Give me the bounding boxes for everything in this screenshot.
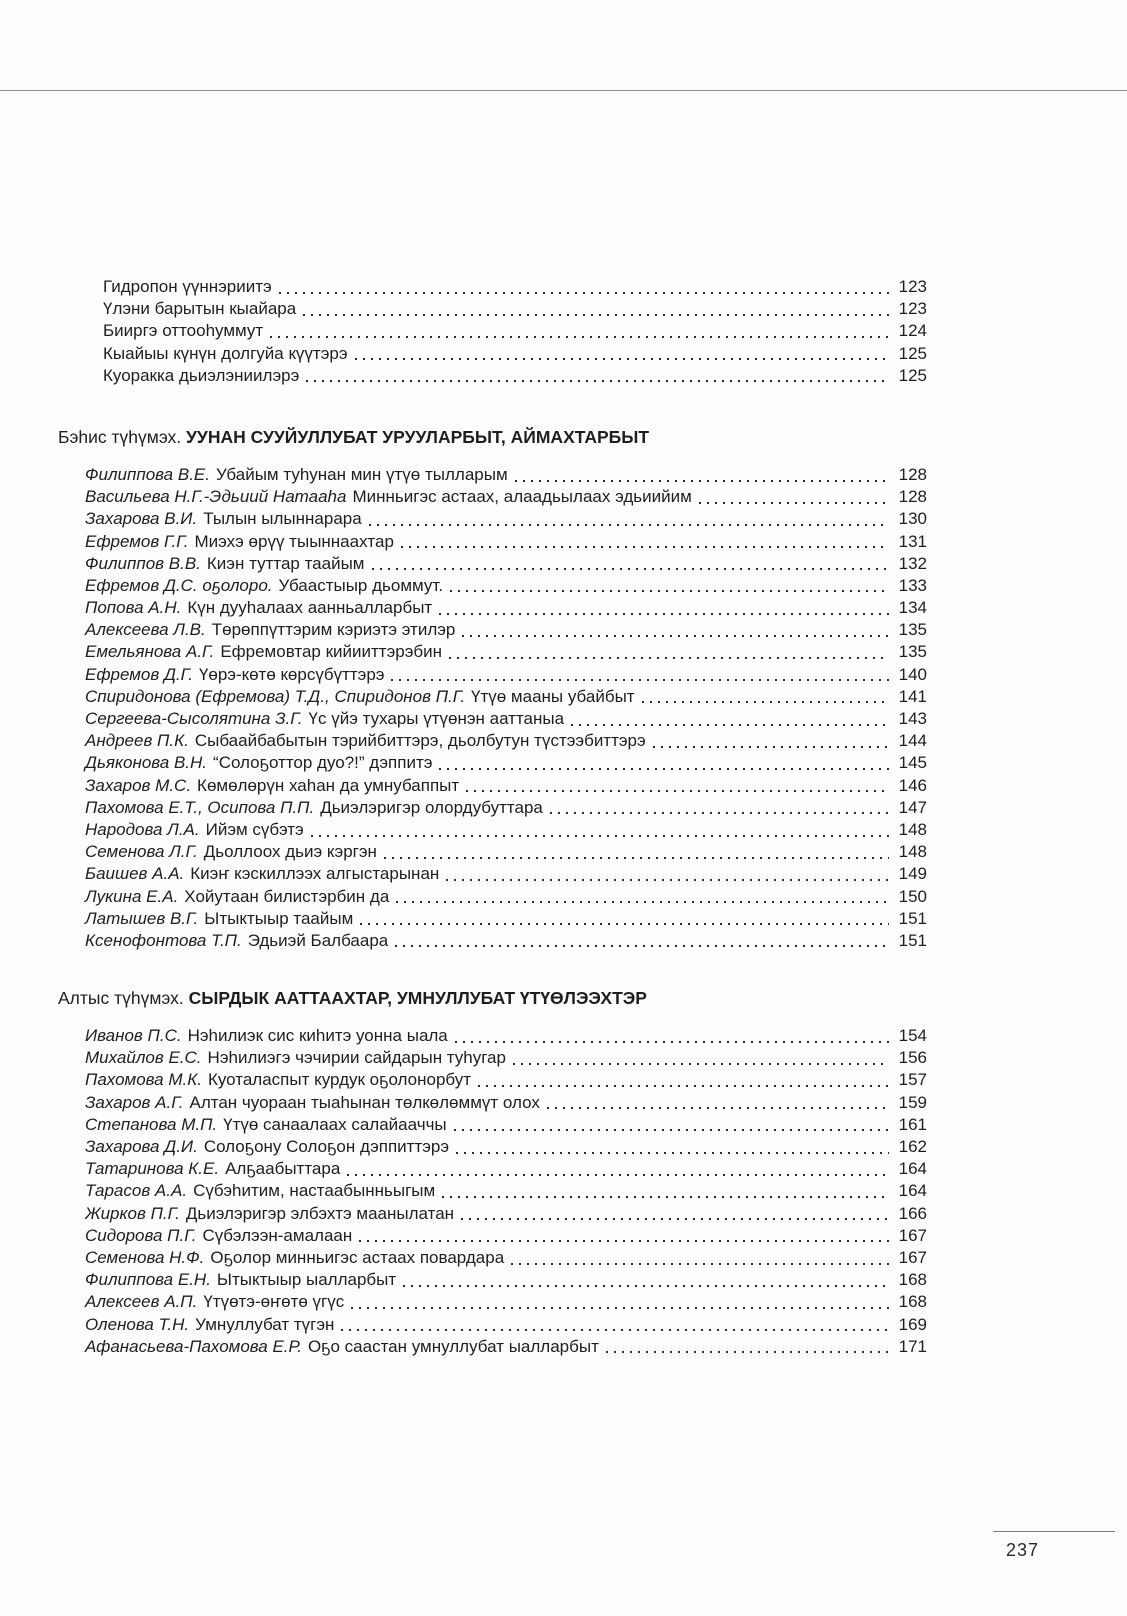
toc-entry-title: Дьиэлэригэр элбэхтэ маанылатан <box>185 1203 455 1223</box>
toc-entry <box>85 886 927 908</box>
toc-entry <box>85 1203 927 1225</box>
toc-entry-author: Татаринова К.Е. <box>85 1159 220 1179</box>
dot-leader <box>372 557 890 575</box>
toc-entry-title: Сыбаайбабытын тэрийбиттэрэ, дьолбутун түстээбиттэрэ <box>194 731 646 751</box>
dot-leader <box>699 490 889 508</box>
toc-entry-author: Баишев А.А. <box>85 864 185 884</box>
toc-entry-page: 146 <box>898 775 927 795</box>
toc-entry <box>85 863 927 885</box>
toc-entry-author: Оленова Т.Н. <box>85 1314 190 1334</box>
toc-entry-author: Дьяконова В.Н. <box>85 753 208 773</box>
toc-entry-author: Емельянова А.Г. <box>85 642 215 662</box>
toc-entry-title: Оҕолор минньигэс астаах повардара <box>210 1247 505 1267</box>
toc-section <box>58 427 927 952</box>
dot-leader <box>384 845 889 863</box>
toc-entry-author: Захарова Д.И. <box>85 1137 198 1156</box>
toc-entry <box>85 752 927 774</box>
toc-entry-title: Үтүө санаалаах салайааччы <box>223 1114 447 1134</box>
toc-entry-author: Захаров М.С. <box>85 775 192 795</box>
toc-entry-page: 128 <box>898 487 927 507</box>
toc-entry <box>85 597 927 619</box>
dot-leader <box>359 1229 889 1247</box>
dot-leader <box>450 579 889 597</box>
toc-entry <box>85 553 927 575</box>
dot-leader <box>369 513 889 531</box>
dot-leader <box>462 623 889 641</box>
toc-entry-page: 143 <box>898 709 927 728</box>
dot-leader <box>303 302 889 320</box>
toc-entry <box>103 365 927 387</box>
toc-entry-title: Ийэм сүбэтэ <box>205 819 304 839</box>
page-footer <box>993 1531 1119 1561</box>
dot-leader <box>341 1318 889 1336</box>
dot-leader <box>403 1273 889 1291</box>
toc-entry-page: 171 <box>898 1336 927 1356</box>
toc-entry <box>85 1225 927 1247</box>
toc-entry-page: 162 <box>898 1137 927 1156</box>
toc-entry <box>85 486 927 508</box>
dot-leader <box>270 325 889 343</box>
toc-entry-title: Куоталаспыт курдук оҕолонорбут <box>207 1070 472 1090</box>
toc-entry-title: Убайым туһунан мин үтүө тылларым <box>215 464 508 484</box>
dot-leader <box>306 369 889 387</box>
toc-entry-page: 132 <box>898 553 927 573</box>
toc-section <box>58 988 927 1358</box>
dot-leader <box>401 535 889 553</box>
toc-entry-author: Васильева Н.Г.-Эдьиий Натааһа <box>85 487 347 507</box>
toc-entry-page: 157 <box>898 1070 927 1090</box>
toc-entry-author: Народова Л.А. <box>85 819 200 839</box>
toc-entry-author: Ефремов Г.Г. <box>85 531 189 551</box>
toc-entry-author: Захаров А.Г. <box>85 1092 184 1112</box>
section-header <box>58 427 927 448</box>
toc-entry-author: Ефремов Д.Г. <box>85 664 193 684</box>
toc-entry <box>85 641 927 663</box>
toc-entry-page: 131 <box>898 531 927 551</box>
dot-leader <box>456 1140 889 1158</box>
toc-entry-author: Попова А.Н. <box>85 598 182 618</box>
dot-leader <box>550 801 889 819</box>
section-label: Бэһис түһүмэх. <box>58 426 182 447</box>
toc-entry-title: Ытыктыыр ыалларбыт <box>216 1270 397 1290</box>
toc-entry-author: Михайлов Е.С. <box>85 1048 202 1068</box>
toc-entry-author: Тарасов А.А. <box>85 1181 188 1201</box>
toc-entry-author: Филиппова Е.Н. <box>85 1270 211 1290</box>
toc-entry-title: Сүбэһитим, настаабынньыгым <box>193 1181 436 1201</box>
toc-entry <box>85 664 927 686</box>
toc-entry <box>85 1136 927 1158</box>
toc-entry-page: 145 <box>898 753 927 773</box>
toc-entry-page: 135 <box>898 620 927 640</box>
dot-leader <box>439 601 889 619</box>
toc-entry-title: Нэһилиэк сис киһитэ уонна ыала <box>187 1026 448 1046</box>
toc-entry-page: 154 <box>898 1026 927 1046</box>
toc-entry-author: Латышев В.Г. <box>85 908 199 928</box>
toc-entry <box>85 1269 927 1291</box>
toc-entry-author: Жирков П.Г. <box>85 1203 180 1223</box>
toc-entry-author: Захарова В.И. <box>85 509 198 529</box>
toc-entry-page: 123 <box>898 299 927 319</box>
toc-entry <box>85 819 927 841</box>
dot-leader <box>478 1074 889 1092</box>
toc-entry-author: Степанова М.П. <box>85 1114 218 1134</box>
dot-leader <box>455 1029 889 1047</box>
toc-entry-title: Алтан чуораан тыаһынан төлкөлөммүт олох <box>189 1092 540 1112</box>
toc-entry-page: 128 <box>898 464 927 484</box>
toc-entry-author: Пахомова М.К. <box>85 1070 202 1090</box>
toc-entry <box>103 320 927 342</box>
toc-entry-title: Бииргэ оттооһуммут <box>103 321 264 341</box>
toc-entry-title: “Солоҕоттор дуо?!” дэппитэ <box>213 753 433 773</box>
toc-entry <box>85 1069 927 1091</box>
dot-leader <box>466 779 889 797</box>
toc-entry-page: 167 <box>898 1247 927 1267</box>
dot-leader <box>642 690 889 708</box>
toc-entry-page: 125 <box>898 365 927 385</box>
toc-entry-page: 125 <box>898 343 927 363</box>
toc-entry-title: Умнуллубат түгэн <box>195 1314 335 1334</box>
dot-leader <box>511 1251 889 1269</box>
toc-entry-title: Дьиэлэригэр олордубуттара <box>320 797 543 817</box>
section-entries <box>85 1025 927 1358</box>
toc-entry-page: 164 <box>898 1181 927 1201</box>
dot-leader <box>279 280 889 298</box>
toc-content <box>58 276 927 1358</box>
toc-entry <box>85 531 927 553</box>
toc-entry-title: Үлэни барытын кыайара <box>103 299 297 319</box>
toc-entry <box>85 908 927 930</box>
dot-leader <box>454 1118 889 1136</box>
dot-leader <box>391 668 889 686</box>
toc-entry-page: 169 <box>898 1314 927 1334</box>
toc-entry-title: Нэһилиэгэ чэчирии сайдарын туһугар <box>207 1048 506 1068</box>
toc-entry-page: 135 <box>898 642 927 662</box>
toc-entry-title: Төрөппүттэрим кэриэтэ этилэр <box>211 620 456 640</box>
dot-leader <box>449 646 889 664</box>
toc-entry-page: 149 <box>898 864 927 884</box>
toc-entry-author: Алексеева Л.В. <box>85 620 206 640</box>
toc-entry-author: Андреев П.К. <box>85 731 189 751</box>
toc-entry-author: Семенова Л.Г. <box>85 842 198 862</box>
toc-entry-author: Ефремов Д.С. оҕолоро. <box>85 575 273 595</box>
dot-leader <box>653 734 889 752</box>
toc-entry-page: 168 <box>898 1292 927 1312</box>
toc-entry-author: Лукина Е.А. <box>85 886 179 906</box>
toc-entry <box>85 1247 927 1269</box>
toc-entry-page: 147 <box>898 797 927 817</box>
sections-container <box>58 427 927 1358</box>
toc-entry-page: 124 <box>898 321 927 341</box>
toc-entry-title: Үтүөтэ-өҥөтө үгүс <box>203 1292 345 1312</box>
toc-entry-author: Иванов П.С. <box>85 1026 182 1046</box>
toc-entry-title: Күн дууһалаах аанньалларбыт <box>187 598 433 618</box>
page-number: 237 <box>1006 1540 1040 1560</box>
toc-entry-title: Үөрэ-көтө көрсүбүттэрэ <box>198 664 385 684</box>
toc-entry <box>85 1180 927 1202</box>
toc-entry-page: 164 <box>898 1159 927 1179</box>
toc-entry-page: 134 <box>898 598 927 618</box>
dot-leader <box>442 1185 889 1203</box>
toc-entry <box>85 1092 927 1114</box>
toc-entry-title: Дьоллоох дьиэ кэргэн <box>203 842 377 862</box>
toc-entry-title: Киэҥ кэскиллээх алгыстарынан <box>190 864 440 884</box>
toc-entry-page: 161 <box>898 1114 927 1134</box>
toc-entry-page: 166 <box>898 1203 927 1223</box>
toc-entry-page: 167 <box>898 1225 927 1245</box>
toc-entry <box>103 298 927 320</box>
section-title: СЫРДЫК ААТТААХТАР, УМНУЛЛУБАТ ҮТҮӨЛЭЭХТЭР <box>188 988 647 1009</box>
toc-entry-title: Куоракка дьиэлэниилэрэ <box>103 365 300 385</box>
top-rule <box>0 90 1127 91</box>
toc-entry-page: 150 <box>898 886 927 906</box>
toc-entry-author: Сергеева-Сысолятина З.Г. <box>85 709 303 728</box>
toc-entry-title: Тылын ылыннарара <box>203 509 362 529</box>
toc-entry-title: Үтүө мааны убайбыт <box>471 686 635 706</box>
toc-entry <box>85 1047 927 1069</box>
toc-entry-page: 141 <box>898 686 927 706</box>
toc-entry-title: Оҕо саастан умнуллубат ыалларбыт <box>307 1336 599 1356</box>
toc-entry-title: Ефремовтар кийииттэрэбин <box>220 642 442 662</box>
toc-entry <box>85 508 927 530</box>
section-title: УУНАН СУУЙУЛЛУБАТ УРУУЛАРБЫТ, АЙМАХТАРБЫТ <box>186 426 650 447</box>
toc-entry <box>85 1291 927 1313</box>
toc-entry-page: 148 <box>898 842 927 862</box>
dot-leader <box>360 912 889 930</box>
section-label: Алтыс түһүмэх. <box>58 988 184 1009</box>
toc-entry <box>85 930 927 952</box>
toc-entry-page: 140 <box>898 664 927 684</box>
toc-entry <box>85 1114 927 1136</box>
toc-entry <box>103 343 927 365</box>
dot-leader <box>513 1051 889 1069</box>
toc-entry-title: Минньигэс астаах, алаадьылаах эдьиийим <box>352 487 692 507</box>
toc-entry-author: Спиридонова (Ефремова) Т.Д., Спиридонов П.Г. <box>85 686 466 706</box>
dot-leader <box>515 468 889 486</box>
dot-leader <box>311 823 889 841</box>
toc-entry-page: 144 <box>898 731 927 751</box>
toc-entry-title: Көмөлөрүн хаһан да умнубаппыт <box>197 775 460 795</box>
footer-rule <box>993 1531 1115 1532</box>
toc-entry <box>85 1314 927 1336</box>
leading-entries-block <box>103 276 927 387</box>
toc-entry-title: Миэхэ өрүү тыыннаахтар <box>194 531 394 551</box>
toc-entry-page: 151 <box>898 908 927 928</box>
toc-entry-author: Филиппова В.Е. <box>85 464 210 484</box>
dot-leader <box>606 1340 889 1358</box>
toc-entry <box>85 1158 927 1180</box>
toc-entry-author: Ксенофонтова Т.П. <box>85 930 242 950</box>
toc-entry-title: Үс үйэ тухары үтүөнэн ааттаныа <box>308 709 565 728</box>
dot-leader <box>446 868 889 886</box>
dot-leader <box>355 347 890 365</box>
toc-entry <box>85 575 927 597</box>
toc-entry-author: Алексеев А.П. <box>85 1292 198 1312</box>
toc-entry-page: 148 <box>898 819 927 839</box>
toc-entry <box>85 841 927 863</box>
toc-entry-page: 130 <box>898 509 927 529</box>
dot-leader <box>395 934 889 952</box>
toc-entry-title: Алҕаабыттара <box>225 1159 341 1179</box>
toc-entry-title: Хойутаан билистэрбин да <box>184 886 390 906</box>
toc-entry-page: 133 <box>898 575 927 595</box>
dot-leader <box>571 712 889 730</box>
toc-entry-title: Сүбэлээн-амалаан <box>202 1225 353 1245</box>
toc-entry-title: Эдьиэй Балбаара <box>247 930 389 950</box>
toc-entry-page: 168 <box>898 1270 927 1290</box>
toc-entry-author: Сидорова П.Г. <box>85 1225 197 1245</box>
dot-leader <box>461 1207 889 1225</box>
toc-entry-author: Пахомова Е.Т., Осипова П.П. <box>85 797 315 817</box>
section-entries <box>85 464 927 952</box>
toc-entry-author: Семенова Н.Ф. <box>85 1247 205 1267</box>
dot-leader <box>351 1296 889 1314</box>
toc-entry-title: Кыайыы күнүн долгуйа күүтэрэ <box>103 343 348 363</box>
toc-entry <box>85 775 927 797</box>
toc-entry-title: Гидропон үүннэриитэ <box>103 277 272 296</box>
toc-entry <box>85 797 927 819</box>
section-header <box>58 988 927 1009</box>
toc-entry-page: 123 <box>898 277 927 296</box>
toc-entry <box>85 619 927 641</box>
dot-leader <box>396 890 889 908</box>
toc-entry <box>85 1025 927 1047</box>
toc-entry-title: Киэн туттар таайым <box>206 553 365 573</box>
toc-entry-page: 159 <box>898 1092 927 1112</box>
toc-entry-page: 156 <box>898 1048 927 1068</box>
dot-leader <box>347 1162 889 1180</box>
toc-entry <box>103 276 927 298</box>
toc-entry <box>85 464 927 486</box>
toc-entry-author: Филиппов В.В. <box>85 553 201 573</box>
dot-leader <box>439 757 889 775</box>
toc-entry-author: Афанасьева-Пахомова Е.Р. <box>85 1336 302 1356</box>
toc-entry <box>85 686 927 708</box>
toc-entry-title: Солоҕону Солоҕон дэппиттэрэ <box>203 1137 450 1156</box>
dot-leader <box>547 1096 889 1114</box>
toc-entry <box>85 1336 927 1358</box>
toc-entry-title: Убаастыыр дьоммут. <box>278 575 444 595</box>
toc-entry <box>85 708 927 730</box>
toc-entry-page: 151 <box>898 930 927 950</box>
toc-entry-title: Ытыктыыр таайым <box>204 908 354 928</box>
toc-entry <box>85 730 927 752</box>
